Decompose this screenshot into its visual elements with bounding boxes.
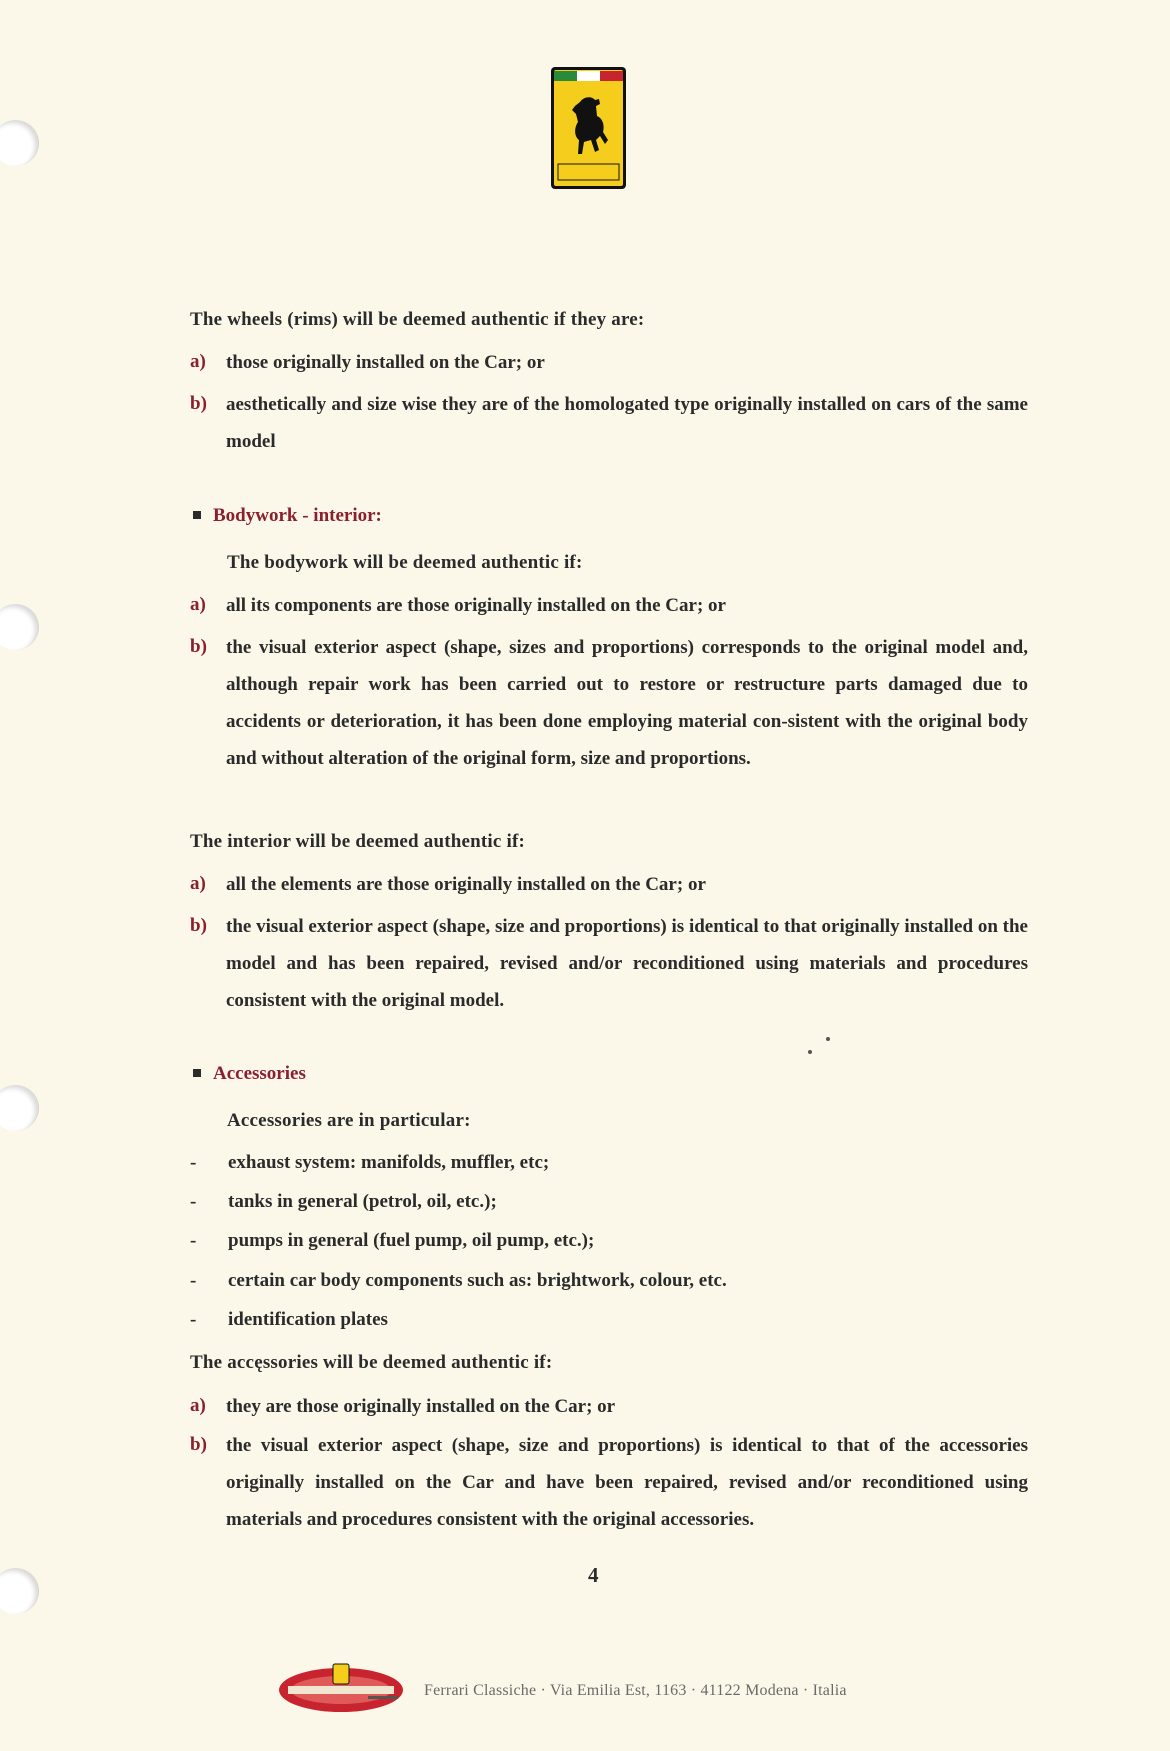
item-text: pumps in general (fuel pump, oil pump, etc.); [228,1230,595,1251]
list-item [190,1427,1028,1538]
accessories-intro: Accessories are in particular: [227,1110,471,1131]
punch-hole [0,604,39,650]
item-text: all its components are those originally installed on the Car; or [226,595,726,616]
item-text: tanks in general (petrol, oil, etc.); [228,1191,497,1212]
punch-hole [0,120,39,166]
list-item [190,866,1028,903]
dash-marker: - [190,1309,197,1330]
section-heading-accessories: Accessories [193,1056,306,1092]
dash-marker: - [190,1152,197,1173]
dash-marker: - [190,1270,197,1291]
list-item [190,386,1028,460]
item-text: identification plates [228,1309,388,1330]
item-marker: b) [190,1434,207,1455]
item-text: certain car body components such as: brightwork, colour, etc. [228,1270,727,1291]
item-marker: b) [190,636,207,657]
list-item [190,1263,727,1299]
list-item [190,1388,1028,1425]
list-item [190,344,1028,381]
footer-address: Ferrari Classiche · Via Emilia Est, 1163 · 41122 Modena · Italia [424,1682,847,1699]
item-marker: b) [190,393,207,414]
punch-hole [0,1568,39,1614]
item-text: those originally installed on the Car; or [226,352,545,373]
accessories-rule-intro: The accęssories will be deemed authentic if: [190,1352,553,1373]
list-item [190,587,1028,624]
item-marker: b) [190,915,207,936]
punch-hole [0,1085,39,1131]
item-text: all the elements are those originally installed on the Car; or [226,874,706,895]
list-item [190,1302,388,1338]
dash-marker: - [190,1230,197,1251]
list-item [190,1184,497,1220]
square-bullet-icon [193,511,201,519]
paper-speck [808,1050,812,1054]
interior-intro: The interior will be deemed authentic if: [190,831,526,852]
page-number: 4 [588,1563,599,1587]
item-text: they are those originally installed on the Car; or [226,1396,616,1417]
bodywork-intro: The bodywork will be deemed authentic if: [227,552,583,573]
item-marker: a) [190,594,206,615]
item-text: exhaust system: manifolds, muffler, etc; [228,1152,550,1173]
list-item [190,1223,594,1259]
item-text: aesthetically and size wise they are of the homologated type originally installed on cars of the same model [226,394,1028,452]
ferrari-classiche-logo [276,1660,406,1720]
item-text: the visual exterior aspect (shape, size and proportions) is identical to that of the accessories originally installed on the Car and have been repaired, revised and/or reconditioned using materials and procedures consistent with the original accessories. [226,1435,1028,1530]
dash-marker: - [190,1191,197,1212]
wheels-intro: The wheels (rims) will be deemed authentic if they are: [190,309,645,330]
item-text: the visual exterior aspect (shape, size and proportions) is identical to that originally installed on the model and has been repaired, revised and/or reconditioned using materials and procedures consistent with the original model. [226,916,1028,1011]
paper-speck [826,1037,830,1041]
list-item [190,908,1028,1019]
item-marker: a) [190,873,206,894]
square-bullet-icon [193,1069,201,1077]
ferrari-shield-logo [550,66,627,190]
list-item [190,629,1028,777]
list-item [190,1145,549,1181]
item-text: the visual exterior aspect (shape, sizes and proportions) corresponds to the original model and, although repair work has been carried out to restore or restructure parts damaged due to accidents or deterioration, it has been done employing material con-sistent with the original body and without alteration of the original form, size and proportions. [226,637,1028,769]
section-heading-bodywork: Bodywork - interior: [193,498,382,534]
item-marker: a) [190,351,206,372]
item-marker: a) [190,1395,206,1416]
